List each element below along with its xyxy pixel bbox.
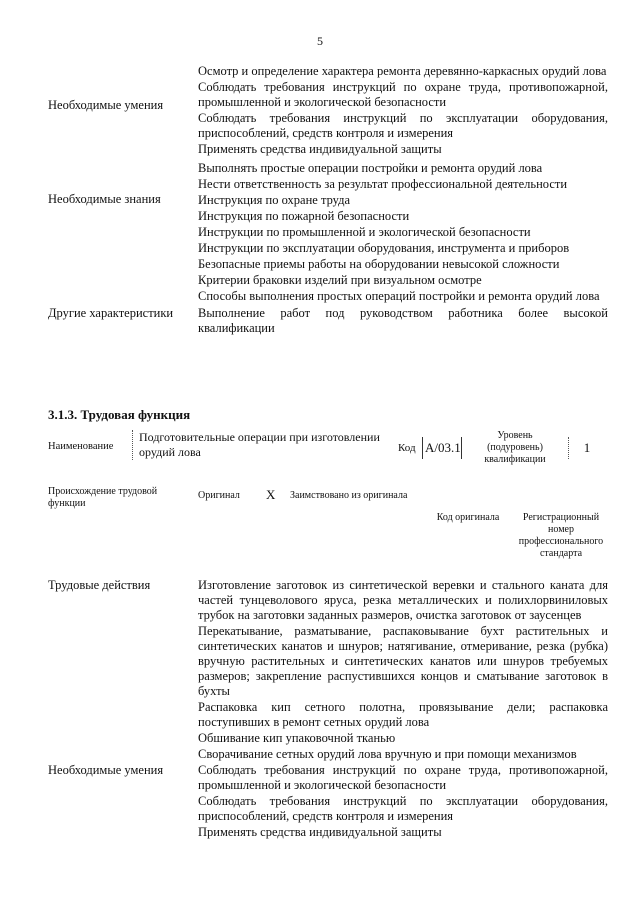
list-item: Способы выполнения простых операций постройки и ремонта орудий лова [198, 289, 600, 303]
row-label-knowledge: Необходимые знания [48, 192, 161, 206]
list-item: Перекатывание, разматывание, распаковывание бухт растительных и синтетических канатов и шнуров; натягивание, отмеривание, резка (рубка) вручную растительных и синтетических канатов или шнуров требуемых размеров; закрепление распустившихся концов и сматывание заготовок в бухты [198, 624, 608, 698]
list-item: Применять средства индивидуальной защиты [198, 142, 442, 156]
list-item: Критерии браковки изделий при визуальном осмотре [198, 273, 482, 287]
origin-table [48, 484, 608, 564]
list-item: Применять средства индивидуальной защиты [198, 825, 442, 839]
list-item: Выполнять простые операции постройки и ремонта орудий лова [198, 161, 543, 175]
list-item: Распаковка кип сетного полотна, провязывание дели; распаковка поступивших в ремонт сетных орудий лова [198, 700, 608, 729]
table-row [48, 64, 608, 158]
page-number: 5 [317, 34, 323, 48]
row-items [198, 763, 608, 841]
list-item: Соблюдать требования инструкций по охране труда, противопожарной, промышленной и экологической безопасности [198, 80, 608, 109]
list-item: Сворачивание сетных орудий лова вручную и при помощи механизмов [198, 747, 577, 761]
list-item: Инструкции по эксплуатации оборудования, инструмента и приборов [198, 241, 570, 255]
table-row [48, 578, 608, 763]
list-item: Осмотр и определение характера ремонта деревянно-каркасных орудий лова [198, 64, 607, 78]
list-item: Изготовление заготовок из синтетической веревки и стального каната для частей тунцеволового яруса, резка металлических и полихлорвиниловых трубок на заготовки заданных размеров, очистка заготовок от заусенцев [198, 578, 608, 622]
origin-original: Оригинал [198, 490, 240, 501]
name-label: Наименование [48, 441, 114, 452]
row-items [198, 578, 608, 763]
level-label: Уровень (подуровень) квалификации [484, 430, 546, 465]
origin-mark: X [266, 487, 276, 502]
row-label-skills: Необходимые умения [48, 98, 164, 112]
table-row [48, 763, 608, 841]
list-item: Соблюдать требования инструкций по эксплуатации оборудования, приспособлений, средств контроля и измерения [198, 111, 608, 140]
bottom-table [48, 578, 608, 841]
code-value: A/03.1 [422, 437, 462, 459]
list-item: Инструкция по охране труда [198, 193, 351, 207]
table-row [48, 306, 608, 337]
section-title: 3.1.3. Трудовая функция [48, 407, 191, 422]
name-value: Подготовительные операции при изготовлении орудий лова [132, 430, 389, 460]
list-item: Нести ответственность за результат профессиональной деятельности [198, 177, 568, 191]
row-label-skills: Необходимые умения [48, 763, 164, 777]
list-item: Соблюдать требования инструкций по эксплуатации оборудования, приспособлений, средств контроля и измерения [198, 794, 608, 823]
row-items [198, 64, 608, 158]
list-item: Обшивание кип упаковочной тканью [198, 731, 396, 745]
origin-borrowed: Заимствовано из оригинала [290, 490, 408, 501]
table-row [48, 161, 608, 305]
code-label: Код [398, 442, 416, 454]
list-item: Инструкции по промышленной и экологической безопасности [198, 225, 531, 239]
top-table [48, 64, 608, 337]
level-value: 1 [568, 437, 605, 459]
list-item: Выполнение работ под руководством работника более высокой квалификации [198, 306, 608, 335]
list-item: Инструкция по пожарной безопасности [198, 209, 410, 223]
list-item: Безопасные приемы работы на оборудовании невысокой сложности [198, 257, 560, 271]
function-header-table [48, 428, 608, 468]
row-label-other: Другие характеристики [48, 306, 174, 320]
row-items [198, 306, 608, 337]
list-item: Соблюдать требования инструкций по охране труда, противопожарной, промышленной и экологической безопасности [198, 763, 608, 792]
row-items [198, 161, 608, 305]
origin-label: Происхождение трудовой функции [48, 486, 158, 509]
origin-code-caption: Код оригинала [436, 512, 500, 523]
origin-reg-caption: Регистрационный номер профессионального стандарта [518, 512, 604, 559]
row-label-actions: Трудовые действия [48, 578, 151, 592]
